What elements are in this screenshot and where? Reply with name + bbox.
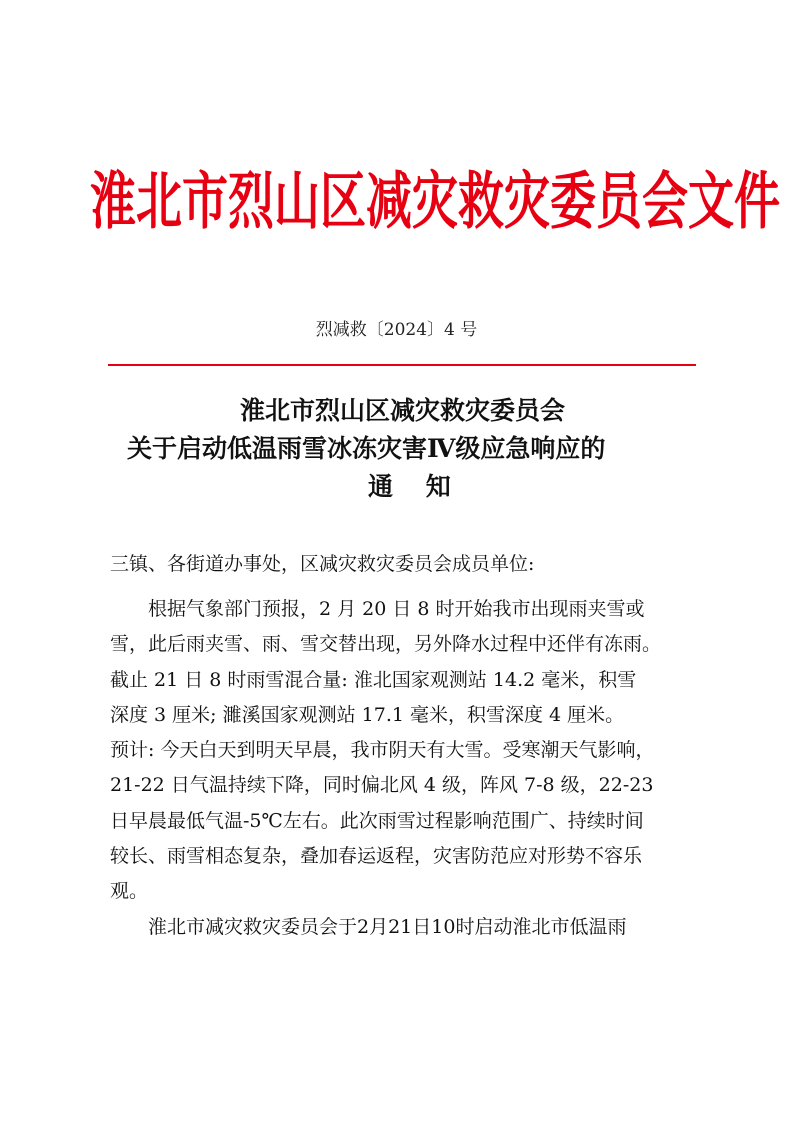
notice-title-line-3: 通 知 xyxy=(368,472,463,501)
paragraph-1-line: 雪，此后雨夹雪、雨、雪交替出现，另外降水过程中还伴有冻雨。 xyxy=(110,633,662,656)
document-header-title: 淮北市烈山区减灾救灾委员会文件 xyxy=(90,164,780,238)
paragraph-1-line: 21-22 日气温持续下降，同时偏北风 4 级，阵风 7-8 级，22-23 xyxy=(110,774,654,797)
document-number: 烈减救〔2024〕4 号 xyxy=(315,320,478,340)
paragraph-1-line: 预计: 今天白天到明天早晨，我市阴天有大雪。受寒潮天气影响， xyxy=(110,739,655,762)
paragraph-1-line: 截止 21 日 8 时雨雪混合量: 淮北国家观测站 14.2 毫米，积雪 xyxy=(110,668,637,691)
body-text xyxy=(110,592,700,945)
notice-title-line-1: 淮北市烈山区减灾救灾委员会 xyxy=(240,396,566,425)
notice-title xyxy=(0,392,793,506)
paragraph-1-line: 观。 xyxy=(110,880,149,903)
notice-title-line-2: 关于启动低温雨雪冰冻灾害Ⅳ级应急响应的 xyxy=(127,434,606,463)
paragraph-1-line: 深度 3 厘米; 濉溪国家观测站 17.1 毫米，积雪深度 4 厘米。 xyxy=(110,703,625,726)
paragraph-1-line: 日早晨最低气温-5℃左右。此次雨雪过程影响范围广、持续时间 xyxy=(110,809,644,832)
paragraph-1-line: 较长、雨雪相态复杂，叠加春运返程，灾害防范应对形势不容乐 xyxy=(110,845,643,868)
paragraph-2-line: 淮北市减灾救灾委员会于2月21日10时启动淮北市低温雨 xyxy=(148,915,627,938)
red-divider-line xyxy=(108,364,696,366)
paragraph-1-line: 根据气象部门预报，2 月 20 日 8 时开始我市出现雨夹雪或 xyxy=(148,598,645,620)
addressee: 三镇、各街道办事处，区减灾救灾委员会成员单位: xyxy=(110,553,535,575)
